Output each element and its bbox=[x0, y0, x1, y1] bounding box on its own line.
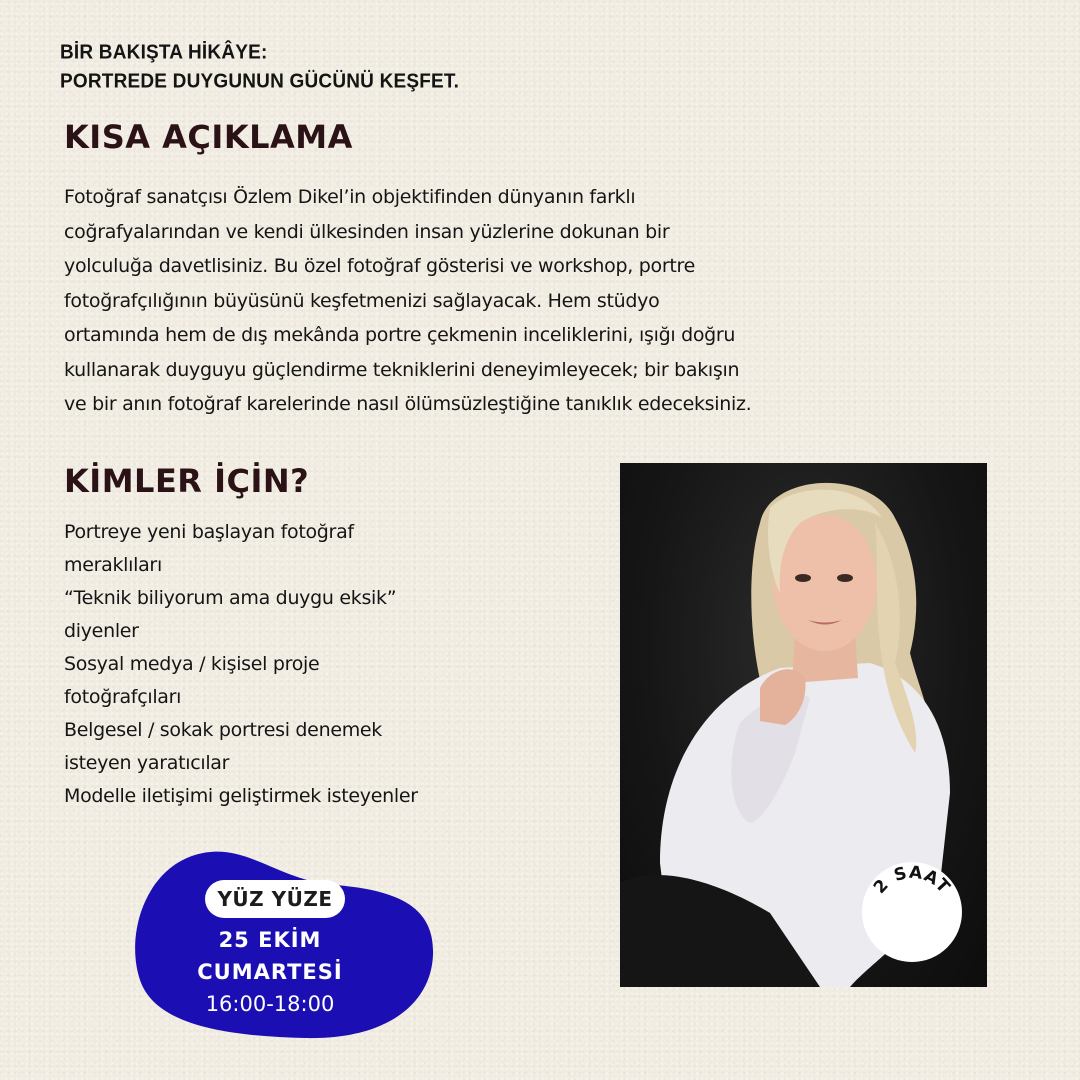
tagline-line-1: BİR BAKIŞTA HİKÂYE: bbox=[60, 41, 268, 64]
audience-line: Sosyal medya / kişisel proje bbox=[64, 653, 320, 675]
audience-line: Belgesel / sokak portresi denemek bbox=[64, 719, 383, 741]
audience-heading: KİMLER İÇİN? bbox=[64, 462, 310, 500]
audience-list bbox=[64, 516, 544, 813]
description-line: Fotoğraf sanatçısı Özlem Dikel’in objektifinden dünyanın farklı bbox=[64, 186, 636, 208]
description-line: fotoğrafçılığının büyüsünü keşfetmenizi sağlayacak. Hem stüdyo bbox=[64, 289, 660, 312]
audience-line: meraklıları bbox=[64, 554, 162, 576]
description-text bbox=[64, 180, 864, 422]
duration-badge bbox=[862, 862, 962, 962]
audience-line: Portreye yeni başlayan fotoğraf bbox=[64, 521, 354, 543]
description-heading: KISA AÇIKLAMA bbox=[64, 118, 353, 156]
audience-line: “Teknik biliyorum ama duygu eksik” bbox=[64, 587, 397, 609]
event-day: CUMARTESİ bbox=[197, 960, 343, 984]
audience-line: isteyen yaratıcılar bbox=[64, 752, 230, 774]
event-time: 16:00-18:00 bbox=[205, 992, 335, 1016]
duration-badge-text: 2 SAAT bbox=[869, 862, 955, 898]
description-line: kullanarak duyguyu güçlendirme tekniklerini deneyimleyecek; bir bakışın bbox=[64, 358, 740, 381]
event-date: 25 EKİM bbox=[218, 928, 322, 952]
tagline bbox=[60, 38, 459, 96]
audience-line: Modelle iletişimi geliştirmek isteyenler bbox=[64, 785, 418, 807]
description-line: ve bir anın fotoğraf karelerinde nasıl ölümsüzleştiğine tanıklık edeceksiniz. bbox=[64, 393, 752, 415]
audience-line: diyenler bbox=[64, 620, 139, 642]
description-line: ortamında hem de dış mekânda portre çekmenin inceliklerini, ışığı doğru bbox=[64, 324, 736, 346]
svg-text:2 SAAT bbox=[870, 863, 954, 898]
description-line: yolculuğa davetlisiniz. Bu özel fotoğraf gösterisi ve workshop, portre bbox=[64, 255, 695, 277]
duration-badge-svg bbox=[862, 862, 962, 962]
audience-line: fotoğrafçıları bbox=[64, 686, 182, 708]
format-pill: YÜZ YÜZE bbox=[205, 880, 345, 918]
tagline-line-2: PORTREDE DUYGUNUN GÜCÜNÜ KEŞFET. bbox=[60, 70, 460, 94]
description-line: coğrafyalarından ve kendi ülkesinden insan yüzlerine dokunan bir bbox=[64, 220, 670, 243]
